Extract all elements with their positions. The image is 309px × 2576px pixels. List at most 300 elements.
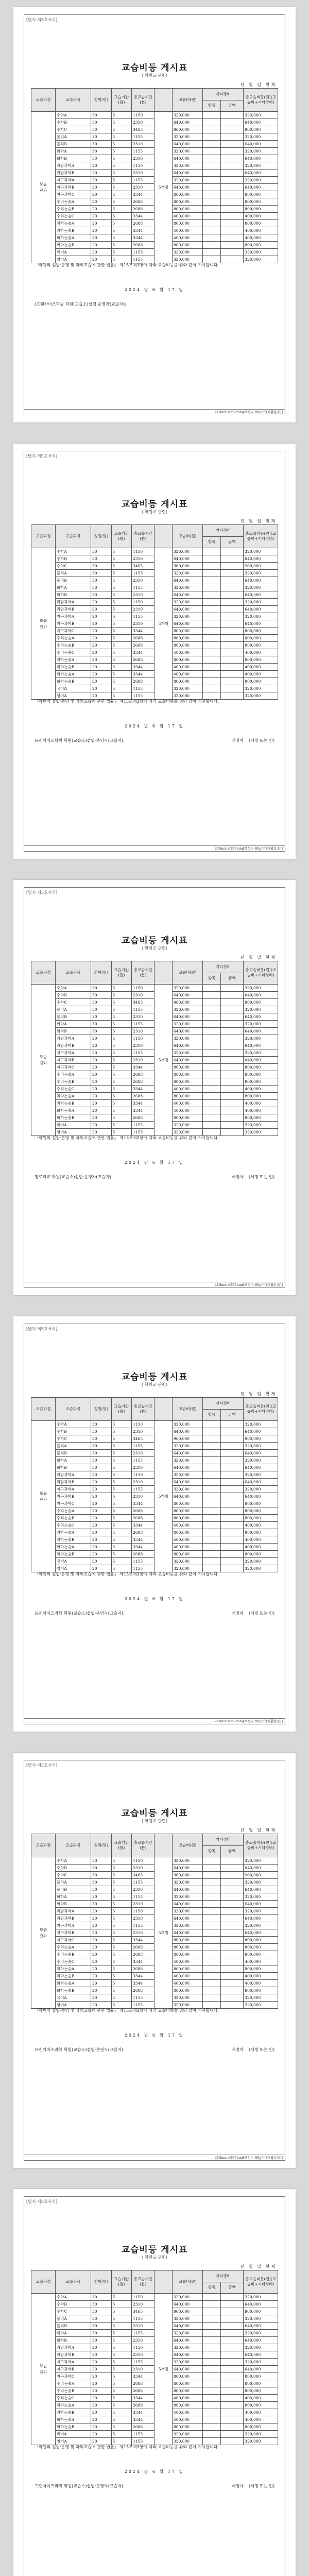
other-amount-cell [220,249,243,256]
subject-group-cell: 보습 단과 [31,1421,56,1572]
course-cell: 과탐과학B [55,1915,91,1922]
fee-cell: 960,000 [173,2308,203,2315]
hours-cell: 1150 [132,2294,154,2301]
form-tag: [별지 제5호서식] [26,1327,58,1331]
fee-cell: 640,000 [173,1057,203,1064]
capacity-cell: 20 [91,227,112,234]
period-cell: 5 [111,1965,132,1973]
course-cell: 영어A [55,256,91,263]
other-amount-cell [220,1114,243,1122]
page-subtitle: ( 학원교 관련) [142,1382,167,1387]
other-item-cell [203,1551,221,1558]
as-of-date: 년 월 일 현재 [240,82,277,87]
period-cell: 5 [111,112,132,119]
col-header-other-amount: 금액 [220,100,243,112]
other-item-cell [203,170,221,177]
other-amount-cell [220,2323,243,2330]
period-cell: 5 [111,1049,132,1057]
course-cell: 과학논술A [55,2402,91,2409]
hours-cell: 2688 [132,656,154,664]
total-cell: 400,000 [244,234,278,242]
hours-cell: 3344 [132,191,154,198]
hours-cell: 2688 [132,1965,154,1973]
capacity-cell: 20 [91,1035,112,1042]
fee-table-body [31,548,278,700]
course-cell: 화학B [55,2337,91,2344]
fee-cell: 400,000 [173,227,203,234]
capacity-cell: 20 [91,249,112,256]
hours-cell: 3465 [132,1435,154,1443]
course-cell: 지구과학B [55,2366,91,2373]
period-cell: 5 [111,234,132,242]
page-title: 교습비등 게시표 [121,1372,188,1382]
capacity-cell: 20 [91,664,112,671]
period-cell: 5 [111,141,132,148]
other-amount-cell [220,1471,243,1479]
other-amount-cell [220,628,243,635]
fee-cell: 800,000 [173,642,203,649]
other-amount-cell [220,649,243,656]
period-cell: 5 [111,2402,132,2409]
total-cell: 320,000 [244,177,278,184]
signer-label: 프랜차이즈과학 학원(교습소)설립·운영자(교습자): [35,1611,125,1616]
hours-cell: 1150 [132,1857,154,1865]
hours-cell: 2310 [132,155,154,162]
fee-cell: 320,000 [173,1471,203,1479]
total-cell: 960,000 [244,1435,278,1443]
document-page-5 [13,1753,296,2168]
period-cell: 5 [111,2330,132,2337]
other-item-cell [203,1507,221,1515]
total-cell: 800,000 [244,1529,278,1536]
capacity-cell: 20 [91,1507,112,1515]
total-cell: 800,000 [244,220,278,227]
fee-cell: 320,000 [173,692,203,700]
hours-cell: 2688 [132,678,154,685]
signature-note: (서명 또는 인) [249,2047,274,2052]
period-cell: 5 [111,1107,132,1114]
course-cell: 과탐과학A [55,1035,91,1042]
col-header-course: 교습과목 [55,525,91,548]
course-cell: 지구과학C [55,1064,91,1071]
capacity-cell: 30 [91,1428,112,1435]
other-amount-cell [220,1551,243,1558]
period-cell: 5 [111,1987,132,1994]
total-cell: 640,000 [244,1479,278,1486]
fee-cell: 320,000 [173,2002,203,2009]
course-cell: 수리논술A [55,1507,91,1515]
total-cell: 640,000 [244,2366,278,2373]
as-of-date: 년 월 일 현재 [240,2264,277,2269]
page-frame [24,2196,285,2576]
capacity-cell: 20 [91,1951,112,1958]
fee-cell: 800,000 [173,628,203,635]
total-cell: 800,000 [244,628,278,635]
other-item-cell [203,1471,221,1479]
period-cell: 5 [111,656,132,664]
other-amount-cell [220,642,243,649]
course-cell: 물리A [55,133,91,141]
total-cell: 800,000 [244,1515,278,1522]
other-amount-cell [220,2315,243,2323]
course-cell: 수리논술B [55,1951,91,1958]
period-cell: 5 [111,1915,132,1922]
course-cell: 지구과학A [55,613,91,620]
total-cell: 640,000 [244,2337,278,2344]
capacity-cell: 20 [91,1057,112,1064]
course-cell: 지구과학C [55,1937,91,1944]
capacity-cell: 20 [91,1042,112,1049]
course-cell: 화학A [55,584,91,591]
other-item-cell [203,1078,221,1086]
other-amount-cell [220,606,243,613]
other-amount-cell [220,1078,243,1086]
as-of-date: 년 월 일 현재 [240,955,277,960]
period-cell: 5 [111,2337,132,2344]
capacity-cell: 20 [91,1471,112,1479]
col-header-period: 교습기간(월) [111,89,132,112]
course-cell: 수리논술C [55,649,91,656]
course-cell: 과탐과학B [55,1479,91,1486]
other-item-cell [203,642,221,649]
col-header-subject: 교습과정 [31,1834,56,1857]
total-cell: 640,000 [244,1915,278,1922]
period-cell: 5 [111,1565,132,1572]
course-cell: 과탐과학B [55,170,91,177]
hours-cell: 2688 [132,1515,154,1522]
capacity-cell: 20 [91,2438,112,2445]
hours-cell: 1150 [132,599,154,606]
capacity-cell: 20 [91,220,112,227]
table-row [31,1421,278,1428]
period-cell: 5 [111,1035,132,1042]
other-item-cell [203,678,221,685]
period-cell: 5 [111,591,132,599]
sign-date: 2024 년 6 월 17 일 [124,2469,185,2474]
course-cell: 수학C [55,1872,91,1879]
col-header-other-amount: 금액 [220,2282,243,2294]
signature-note: (서명 또는 인) [249,1611,274,1616]
hours-cell: 1155 [132,1457,154,1464]
col-header-other-item: 항목 [203,1845,221,1857]
fee-cell: 320,000 [173,177,203,184]
other-amount-cell [220,1035,243,1042]
total-cell: 400,000 [244,1100,278,1107]
period-cell: 5 [111,242,132,249]
course-cell: 물리B [55,1886,91,1893]
capacity-cell: 30 [91,992,112,999]
total-cell: 640,000 [244,1493,278,1500]
other-amount-cell [220,1435,243,1443]
fee-table [31,2270,278,2445]
capacity-cell: 30 [91,2330,112,2337]
col-header-other: 기타경비 [203,961,244,973]
hours-cell: 1155 [132,2359,154,2366]
hours-cell: 3344 [132,649,154,656]
hours-cell: 3344 [132,213,154,220]
total-cell: 400,000 [244,1980,278,1987]
col-header-total: 총교습비등(원)(교습비+기타경비) [244,89,278,112]
col-header-capacity: 정원(명) [91,1398,112,1421]
capacity-cell: 30 [91,2294,112,2301]
hours-cell: 3344 [132,1107,154,1114]
paper-spec-footer: 210mm×297mm[백상지 80g/㎡(재활용품)] [24,1282,285,1287]
col-header-other: 기타경비 [203,1834,244,1846]
other-amount-cell [220,599,243,606]
other-amount-cell [220,220,243,227]
fee-cell: 640,000 [173,1428,203,1435]
other-amount-cell [220,1515,243,1522]
signer-name-block [232,2047,274,2053]
course-cell: 국어A [55,2431,91,2438]
hours-cell: 3344 [132,664,154,671]
other-amount-cell [220,1486,243,1493]
col-header-total: 총교습비등(원)(교습비+기타경비) [244,1834,278,1857]
course-cell: 과탐과학A [55,162,91,170]
signature-line [35,1174,274,1180]
fee-cell: 640,000 [173,1915,203,1922]
course-cell: 수리논술A [55,1071,91,1078]
other-amount-cell [220,198,243,206]
capacity-cell: 20 [91,1522,112,1529]
col-header-period: 교습기간(월) [111,1398,132,1421]
hours-cell: 1150 [132,112,154,119]
fee-cell: 800,000 [173,1064,203,1071]
hours-cell: 2310 [132,1042,154,1049]
fee-cell: 320,000 [173,2431,203,2438]
hours-cell: 2310 [132,591,154,599]
other-item-cell [203,198,221,206]
other-item-cell [203,206,221,213]
other-item-cell [203,126,221,133]
fee-cell: 320,000 [173,1457,203,1464]
capacity-cell: 20 [91,1965,112,1973]
hours-cell: 3344 [132,1086,154,1093]
fee-table [31,961,278,1136]
capacity-cell: 30 [91,1021,112,1028]
col-header-hours: 총교습시간(분) [132,89,154,112]
col-header-subject: 교습과정 [31,1398,56,1421]
hours-cell: 2688 [132,2387,154,2395]
hours-cell: 3344 [132,1500,154,1507]
hours-cell: 1155 [132,1565,154,1572]
fee-cell: 800,000 [173,635,203,642]
hours-cell: 2688 [132,2380,154,2387]
hours-cell: 1155 [132,256,154,263]
total-cell: 320,000 [244,249,278,256]
fee-cell: 320,000 [173,1879,203,1886]
hours-cell: 3465 [132,126,154,133]
other-item-cell [203,1071,221,1078]
other-item-cell [203,1929,221,1937]
other-amount-cell [220,1122,243,1129]
hours-cell: 1155 [132,584,154,591]
other-amount-cell [220,1536,243,1544]
other-item-cell [203,992,221,999]
capacity-cell: 20 [91,177,112,184]
other-amount-cell [220,1443,243,1450]
other-item-cell [203,1057,221,1064]
other-amount-cell [220,2330,243,2337]
total-cell: 320,000 [244,1049,278,1057]
total-cell: 800,000 [244,1951,278,1958]
period-cell: 5 [111,2294,132,2301]
total-cell: 640,000 [244,1901,278,1908]
total-cell: 320,000 [244,2344,278,2351]
hours-cell: 1155 [132,1049,154,1057]
total-cell: 320,000 [244,1443,278,1450]
other-item-cell [203,1114,221,1122]
fee-cell: 400,000 [173,2395,203,2402]
fee-cell: 640,000 [173,1464,203,1471]
hours-cell: 2688 [132,1944,154,1951]
period-cell: 5 [111,570,132,577]
fee-cell: 800,000 [173,242,203,249]
other-item-cell [203,184,221,191]
total-cell: 400,000 [244,1536,278,1544]
hours-cell: 1150 [132,548,154,555]
total-cell: 800,000 [244,2387,278,2395]
other-amount-cell [220,1980,243,1987]
hours-cell: 1155 [132,692,154,700]
other-amount-cell [220,1464,243,1471]
capacity-cell: 20 [91,620,112,628]
total-cell: 800,000 [244,1071,278,1078]
capacity-cell: 30 [91,2315,112,2323]
course-cell: 수학B [55,1865,91,1872]
capacity-cell: 20 [91,1122,112,1129]
capacity-cell: 30 [91,148,112,155]
fee-cell: 320,000 [173,2438,203,2445]
hours-cell: 2310 [132,119,154,126]
other-amount-cell [220,1479,243,1486]
fee-table [31,1397,278,1572]
capacity-cell: 20 [91,2402,112,2409]
col-header-subject: 교습과정 [31,525,56,548]
other-amount-cell [220,1973,243,1980]
fee-cell: 320,000 [173,1035,203,1042]
capacity-cell: 30 [91,1013,112,1021]
signer-name-block [232,738,274,743]
capacity-cell: 30 [91,1028,112,1035]
fee-cell: 320,000 [173,2330,203,2337]
fee-cell: 400,000 [173,1980,203,1987]
capacity-cell: 30 [91,2301,112,2308]
fee-cell: 320,000 [173,1565,203,1572]
hours-cell: 3344 [132,2409,154,2416]
fee-cell: 960,000 [173,999,203,1006]
total-cell: 400,000 [244,649,278,656]
period-cell: 5 [111,2366,132,2373]
form-tag: [별지 제5호서식] [26,1763,58,1768]
other-amount-cell [220,191,243,198]
period-cell: 5 [111,671,132,678]
page-frame [24,1324,285,1724]
sign-date: 2024 년 6 월 17 일 [124,1160,185,1165]
signature-note: (서명 또는 인) [249,2484,274,2488]
subject-group-cell: 보습 단과 [31,112,56,263]
course-cell: 수리논술C [55,1958,91,1965]
capacity-cell: 20 [91,1486,112,1493]
hours-cell: 1155 [132,249,154,256]
course-cell: 과학논술A [55,220,91,227]
other-amount-cell [220,2395,243,2402]
other-item-cell [203,2387,221,2395]
total-cell: 800,000 [244,1944,278,1951]
col-header-other-item: 항목 [203,973,221,985]
other-item-cell [203,1865,221,1872]
total-cell: 400,000 [244,1544,278,1551]
hours-cell: 1155 [132,2438,154,2445]
period-value-cell: 5개월 [154,1421,173,1572]
other-item-cell [203,249,221,256]
as-of-date: 년 월 일 현재 [240,1828,277,1833]
period-cell: 5 [111,1893,132,1901]
fee-cell: 320,000 [173,570,203,577]
capacity-cell: 20 [91,1908,112,1915]
other-amount-cell [220,620,243,628]
fee-cell: 400,000 [173,1973,203,1980]
course-cell: 화학A [55,1893,91,1901]
course-cell: 수학A [55,1857,91,1865]
period-cell: 5 [111,1544,132,1551]
other-amount-cell [220,1507,243,1515]
period-cell: 5 [111,599,132,606]
total-cell: 400,000 [244,671,278,678]
hours-cell: 1155 [132,2330,154,2337]
capacity-cell: 20 [91,1078,112,1086]
capacity-cell: 20 [91,1558,112,1565]
total-cell: 800,000 [244,1937,278,1944]
hours-cell: 1155 [132,613,154,620]
col-header-period-value [154,2270,173,2294]
other-amount-cell [220,162,243,170]
other-amount-cell [220,2344,243,2351]
other-amount-cell [220,1886,243,1893]
other-item-cell [203,2416,221,2424]
period-cell: 5 [111,1901,132,1908]
capacity-cell: 30 [91,1435,112,1443]
capacity-cell: 20 [91,1086,112,1093]
period-cell: 5 [111,2308,132,2315]
capacity-cell: 30 [91,126,112,133]
other-item-cell [203,1013,221,1021]
total-cell: 320,000 [244,148,278,155]
period-cell: 5 [111,692,132,700]
course-cell: 지구과학A [55,2359,91,2366]
hours-cell: 3344 [132,2416,154,2424]
fee-table-body [31,2294,278,2445]
other-item-cell [203,591,221,599]
other-item-cell [203,1464,221,1471]
period-cell: 5 [111,1922,132,1929]
capacity-cell: 20 [91,1100,112,1107]
other-amount-cell [220,1071,243,1078]
other-amount-cell [220,1901,243,1908]
other-item-cell [203,1107,221,1114]
fee-cell: 320,000 [173,148,203,155]
total-cell: 320,000 [244,613,278,620]
total-cell: 320,000 [244,1908,278,1915]
other-item-cell [203,1028,221,1035]
capacity-cell: 20 [91,1049,112,1057]
capacity-cell: 20 [91,213,112,220]
other-amount-cell [220,2416,243,2424]
total-cell: 960,000 [244,2308,278,2315]
hours-cell: 2310 [132,1886,154,1893]
period-cell: 5 [111,2323,132,2330]
fee-cell: 400,000 [173,1536,203,1544]
